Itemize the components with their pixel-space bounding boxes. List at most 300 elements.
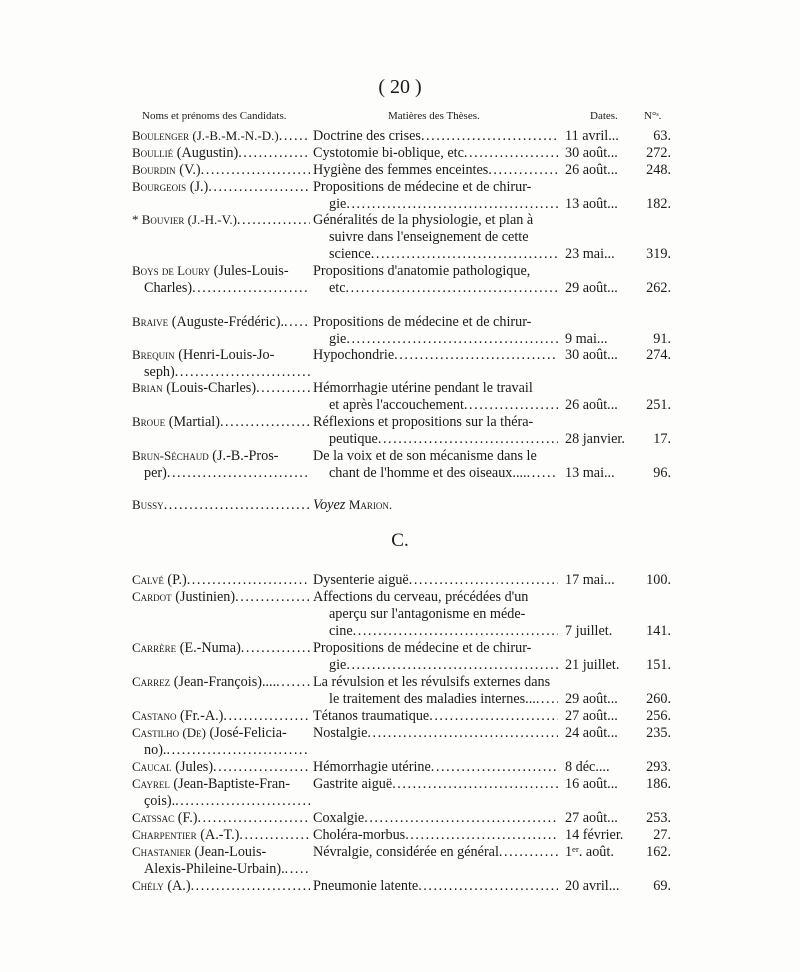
subject-text: Généralités de la physiologie, et plan à	[313, 212, 534, 228]
subject-text: peutique	[329, 430, 378, 447]
given-names: (J.-B.-Pros-	[212, 448, 279, 464]
thesis-subject	[313, 640, 558, 657]
list-entry	[132, 263, 672, 297]
candidate-name	[132, 145, 310, 162]
dot-leader	[378, 431, 558, 448]
defense-date: 30 août...	[565, 347, 618, 363]
indent	[132, 793, 144, 810]
surname: Cardot	[132, 589, 172, 604]
subject-text: Doctrine des crises	[313, 128, 421, 144]
subject-text: Propositions de médecine et de chirur-	[313, 314, 532, 330]
entry-row	[132, 776, 672, 793]
dot-leader	[223, 708, 310, 725]
subject-text: Tétanos traumatique	[313, 708, 430, 724]
subject-text: Hypochondrie	[313, 347, 395, 363]
thesis-number: 141.	[646, 622, 671, 639]
list-entry	[132, 640, 672, 674]
dot-leader	[527, 465, 558, 482]
subject-text: Coxalgie	[313, 810, 365, 826]
dot-leader	[284, 314, 310, 331]
candidate-name-cont	[132, 742, 310, 759]
surname: Bourgeois	[132, 179, 187, 194]
subject-text: chant de l'homme et des oiseaux....	[329, 464, 527, 481]
thesis-subject	[329, 246, 558, 263]
given-names-cont: seph)	[144, 363, 175, 380]
subject-text: gie	[329, 195, 347, 212]
subject-text: cine	[329, 622, 353, 639]
candidate-name	[132, 414, 310, 431]
page-number: ( 20 )	[378, 76, 422, 98]
dot-leader	[367, 725, 558, 742]
thesis-number: 96.	[653, 464, 671, 481]
dot-leader	[464, 397, 558, 414]
section-letter-c: C.	[391, 530, 409, 551]
given-names: (Louis-Charles)	[166, 380, 257, 396]
candidate-name-cont	[132, 861, 310, 878]
candidate-name	[132, 810, 310, 827]
defense-date: 27 août...	[565, 810, 618, 826]
defense-date: 24 août...	[565, 725, 618, 741]
defense-date: 13 août...	[565, 195, 618, 212]
dot-leader	[256, 380, 310, 397]
list-entry	[132, 725, 672, 759]
see-also-name: Marion.	[348, 497, 393, 512]
entry-row	[132, 448, 672, 465]
defense-date: 26 août...	[565, 396, 618, 413]
given-names: (Fr.-A.)	[180, 708, 224, 724]
surname: Bourdin	[132, 162, 176, 177]
thesis-number: 63.	[653, 128, 671, 144]
defense-date: 27 août...	[565, 708, 618, 724]
surname: Brian	[132, 380, 163, 395]
surname: Carrère	[132, 640, 177, 655]
candidate-name-cont	[132, 364, 310, 381]
candidate-name-text	[132, 414, 220, 431]
dot-leader	[285, 861, 310, 878]
thesis-subject	[329, 623, 558, 640]
thesis-number: 91.	[653, 330, 671, 347]
dot-leader	[187, 572, 310, 589]
candidate-name-text	[132, 145, 238, 162]
subject-text: Choléra-morbus	[313, 827, 406, 843]
subject-text: science	[329, 245, 371, 262]
given-names: (Martial)	[168, 414, 220, 430]
indent	[132, 742, 144, 759]
list-entry	[132, 776, 672, 810]
list-entry	[132, 589, 672, 640]
dot-leader	[235, 589, 310, 606]
subject-text: gie	[329, 330, 347, 347]
header-dates: Dates.	[590, 110, 618, 122]
thesis-number: 260.	[646, 690, 671, 707]
defense-date: 26 août...	[565, 162, 618, 178]
subject-text: De la voix et de son mécanisme dans le	[313, 448, 537, 464]
candidate-name	[132, 212, 310, 229]
candidate-name-text	[132, 674, 276, 691]
surname: * Bouvier (J.-H.-V.)	[132, 212, 237, 227]
surname: Boys de Loury	[132, 263, 211, 278]
thesis-subject	[313, 162, 558, 179]
thesis-subject	[313, 212, 558, 229]
subject-text: Réflexions et propositions sur la théra-	[313, 414, 534, 430]
defense-date: 30 août...	[565, 145, 618, 161]
candidate-name	[132, 759, 310, 776]
thesis-number: 182.	[646, 195, 671, 212]
dot-leader	[392, 776, 558, 793]
thesis-subject	[313, 263, 558, 280]
thesis-number: 274.	[646, 347, 671, 363]
list-entry	[132, 414, 672, 448]
thesis-subject	[313, 776, 558, 793]
defense-date: 14 février.	[565, 827, 624, 843]
thesis-subject	[313, 380, 558, 397]
entry-row	[132, 162, 672, 179]
surname: Boullié	[132, 145, 174, 160]
dot-leader	[164, 497, 310, 514]
indent	[132, 364, 144, 381]
entry-row	[132, 623, 672, 640]
surname: Chély	[132, 878, 164, 893]
dot-leader	[499, 844, 558, 861]
entry-row	[132, 414, 672, 431]
surname: Castano	[132, 708, 177, 723]
candidate-name-text	[132, 827, 239, 844]
entry-row	[132, 263, 672, 280]
subject-text: Gastrite aiguë	[313, 776, 393, 792]
candidate-name-text	[132, 212, 237, 229]
defense-date: 9 mai...	[565, 330, 608, 347]
given-names-cont: per)	[144, 464, 167, 481]
entry-row	[132, 145, 672, 162]
candidate-name	[132, 263, 310, 280]
thesis-subject	[329, 331, 558, 348]
candidate-name-text	[132, 708, 223, 725]
candidate-name	[132, 878, 310, 895]
thesis-number: 272.	[646, 145, 671, 161]
dot-leader	[464, 145, 558, 162]
list-entry	[132, 179, 672, 213]
entry-row	[132, 364, 672, 381]
entry-row	[132, 497, 672, 514]
given-names: (Jules)	[175, 759, 214, 775]
thesis-number: 100.	[646, 572, 671, 588]
dot-leader	[394, 347, 558, 364]
dot-leader	[276, 674, 310, 691]
list-entry	[132, 844, 672, 878]
candidate-name-text	[132, 162, 201, 179]
entry-row	[132, 589, 672, 606]
entry-row	[132, 674, 672, 691]
subject-text: Hémorrhagie utérine pendant le travail	[313, 380, 533, 396]
subject-text: suivre dans l'enseignement de cette	[329, 228, 529, 245]
thesis-number: 256.	[646, 708, 671, 724]
entry-row	[132, 347, 672, 364]
list-entry	[132, 878, 672, 895]
given-names: (José-Felicia-	[209, 725, 287, 741]
entry-row	[132, 657, 672, 674]
thesis-subject	[329, 280, 558, 297]
candidate-name-text	[132, 810, 197, 827]
dot-leader	[418, 878, 558, 895]
candidate-name	[132, 589, 310, 606]
thesis-subject	[313, 759, 558, 776]
dot-leader	[166, 742, 310, 759]
surname: Caucal	[132, 759, 172, 774]
surname: Charpentier	[132, 827, 197, 842]
list-entry	[132, 380, 672, 414]
defense-date: 20 avril...	[565, 878, 620, 894]
candidate-name	[132, 708, 310, 725]
thesis-number: 186.	[646, 776, 671, 792]
candidate-name	[132, 128, 310, 145]
thesis-number: 253.	[646, 810, 671, 826]
subject-text: gie	[329, 656, 347, 673]
candidate-name-text	[132, 448, 279, 465]
thesis-subject	[313, 878, 558, 895]
subject-text: aperçu sur l'antagonisme en méde-	[329, 605, 526, 622]
candidate-name-cont	[132, 793, 310, 810]
candidate-name	[132, 776, 310, 793]
list-entry	[132, 759, 672, 776]
subject-text: Propositions de médecine et de chirur-	[313, 640, 532, 656]
surname: Chastanier	[132, 844, 191, 859]
entry-row	[132, 810, 672, 827]
given-names: (F.)	[177, 810, 198, 826]
dot-leader	[488, 162, 558, 179]
thesis-subject	[313, 810, 558, 827]
surname: Carrez	[132, 674, 171, 689]
candidate-name-text	[132, 725, 287, 742]
dot-leader	[220, 414, 310, 431]
thesis-subject	[313, 448, 558, 465]
surname: Catssac	[132, 810, 175, 825]
candidate-name-text	[132, 179, 208, 196]
defense-date: 16 août...	[565, 776, 618, 792]
list-entry	[132, 145, 672, 162]
dot-leader	[279, 128, 310, 145]
thesis-subject	[329, 657, 558, 674]
entry-row	[132, 465, 672, 482]
subject-text: Pneumonie latente	[313, 878, 419, 894]
candidate-name-text	[132, 314, 284, 331]
thesis-number: 69.	[653, 878, 671, 894]
list-entry	[132, 708, 672, 725]
header-matieres: Matières des Thèses.	[388, 110, 480, 122]
thesis-subject	[329, 691, 558, 708]
defense-date: 28 janvier.	[565, 430, 625, 447]
candidate-name	[132, 674, 310, 691]
indent	[132, 280, 144, 297]
dot-leader	[346, 657, 558, 674]
given-names: (Jean-Baptiste-Fran-	[173, 776, 291, 792]
dot-leader	[208, 179, 310, 196]
candidate-name	[132, 497, 310, 514]
candidate-name-text	[132, 640, 241, 657]
list-entry	[132, 212, 672, 263]
candidate-name	[132, 314, 310, 331]
cross-reference	[313, 497, 392, 514]
entry-row	[132, 572, 672, 589]
thesis-number: 251.	[646, 396, 671, 413]
surname: Boulenger (J.-B.-M.-N.-D.)	[132, 128, 279, 143]
candidate-name-text	[132, 589, 235, 606]
candidate-name	[132, 179, 310, 196]
surname: Braive	[132, 314, 169, 329]
candidate-name-text	[132, 844, 266, 861]
dot-leader	[353, 623, 558, 640]
list-entry	[132, 314, 672, 348]
entry-row	[132, 708, 672, 725]
given-names-cont: no).	[144, 741, 167, 758]
subject-text: Cystotomie bi-oblique, etc	[313, 145, 464, 161]
list-entry	[132, 810, 672, 827]
thesis-subject	[329, 431, 558, 448]
thesis-number: 293.	[646, 759, 671, 775]
dot-leader	[429, 708, 558, 725]
given-names: (Jean-François)....	[173, 674, 277, 690]
given-names: (A.)	[167, 878, 191, 894]
thesis-number: 27.	[653, 827, 671, 843]
thesis-number: 151.	[646, 656, 671, 673]
given-names: (P.)	[167, 572, 187, 588]
given-names: (E.-Numa)	[179, 640, 241, 656]
dot-leader	[409, 572, 558, 589]
candidate-name-text	[132, 776, 290, 793]
surname: Cayrel	[132, 776, 170, 791]
thesis-subject	[313, 589, 558, 606]
defense-date: 23 mai...	[565, 245, 615, 262]
entry-row	[132, 759, 672, 776]
dot-leader	[201, 162, 310, 179]
thesis-subject	[313, 145, 558, 162]
dot-leader	[421, 128, 558, 145]
entry-row	[132, 196, 672, 213]
thesis-subject	[329, 196, 558, 213]
entry-row	[132, 246, 672, 263]
candidate-name-cont	[132, 465, 310, 482]
entry-row	[132, 431, 672, 448]
subject-text: et après l'accouchement	[329, 396, 464, 413]
dot-leader	[175, 793, 310, 810]
list-entry	[132, 347, 672, 381]
candidate-name	[132, 162, 310, 179]
dot-leader	[175, 364, 310, 381]
given-names: (V.)	[179, 162, 201, 178]
thesis-subject	[313, 414, 558, 431]
candidate-name	[132, 827, 310, 844]
candidate-name-cont	[132, 280, 310, 297]
thesis-number: 262.	[646, 279, 671, 296]
candidate-name	[132, 725, 310, 742]
thesis-number: 162.	[646, 844, 671, 860]
entry-row	[132, 861, 672, 878]
candidate-name	[132, 844, 310, 861]
thesis-subject	[313, 497, 558, 514]
given-names: (Justinien)	[175, 589, 236, 605]
indent	[132, 465, 144, 482]
entry-row	[132, 742, 672, 759]
given-names: (Jean-Louis-	[194, 844, 267, 860]
entry-row	[132, 827, 672, 844]
thesis-number: 17.	[653, 430, 671, 447]
candidate-name-text	[132, 263, 289, 280]
candidate-name-text	[132, 572, 187, 589]
defense-date: 8 déc....	[565, 759, 610, 775]
dot-leader	[197, 810, 310, 827]
candidate-name-text	[132, 497, 164, 514]
subject-text: La révulsion et les révulsifs externes dans	[313, 674, 551, 690]
subject-text: Hygiène des femmes enceintes	[313, 162, 489, 178]
candidate-name-text	[132, 128, 279, 145]
list-entry	[132, 827, 672, 844]
thesis-subject	[313, 179, 558, 196]
thesis-subject	[313, 674, 558, 691]
entry-row	[132, 229, 672, 246]
surname: Brun-Séchaud	[132, 448, 209, 463]
surname: Bussy	[132, 497, 164, 512]
candidate-name-text	[132, 380, 256, 397]
dot-leader	[431, 759, 558, 776]
thesis-number: 319.	[646, 245, 671, 262]
given-names: (J.)	[189, 179, 209, 195]
subject-text: Propositions de médecine et de chirur-	[313, 179, 532, 195]
list-entry	[132, 572, 672, 589]
list-entry	[132, 674, 672, 708]
defense-date: 1ᵉʳ. août.	[565, 844, 614, 860]
entry-row	[132, 793, 672, 810]
defense-date: 7 juillet.	[565, 622, 613, 639]
dot-leader	[167, 465, 310, 482]
entry-row	[132, 725, 672, 742]
subject-text: Hémorrhagie utérine	[313, 759, 431, 775]
entry-row	[132, 397, 672, 414]
candidate-name	[132, 640, 310, 657]
thesis-subject	[313, 708, 558, 725]
entry-row	[132, 691, 672, 708]
subject-text: le traitement des maladies internes...	[329, 690, 536, 707]
list-entry	[132, 162, 672, 179]
indent	[132, 861, 144, 878]
given-names: (A.-T.)	[200, 827, 240, 843]
dot-leader	[364, 810, 558, 827]
given-names: (Augustin)	[176, 145, 239, 161]
subject-text: Névralgie, considérée en général	[313, 844, 499, 860]
dot-leader	[346, 331, 558, 348]
thesis-subject	[329, 606, 558, 623]
dot-leader	[241, 640, 310, 657]
candidate-name-text	[132, 878, 191, 895]
thesis-subject	[329, 397, 558, 414]
defense-date: 21 juillet.	[565, 656, 620, 673]
entry-row	[132, 380, 672, 397]
entry-row	[132, 606, 672, 623]
thesis-subject	[313, 725, 558, 742]
dot-leader	[536, 691, 558, 708]
entry-row	[132, 640, 672, 657]
dot-leader	[239, 827, 310, 844]
dot-leader	[371, 246, 558, 263]
list-entry	[132, 128, 672, 145]
surname: Calvé	[132, 572, 164, 587]
given-names-cont: çois).	[144, 792, 176, 809]
entry-row	[132, 128, 672, 145]
given-names: (Auguste-Frédéric).	[171, 314, 284, 330]
entry-row	[132, 878, 672, 895]
dot-leader	[238, 145, 310, 162]
subject-text: Propositions d'anatomie pathologique,	[313, 263, 531, 279]
thesis-subject	[313, 347, 558, 364]
given-names-cont: Charles)	[144, 279, 193, 296]
